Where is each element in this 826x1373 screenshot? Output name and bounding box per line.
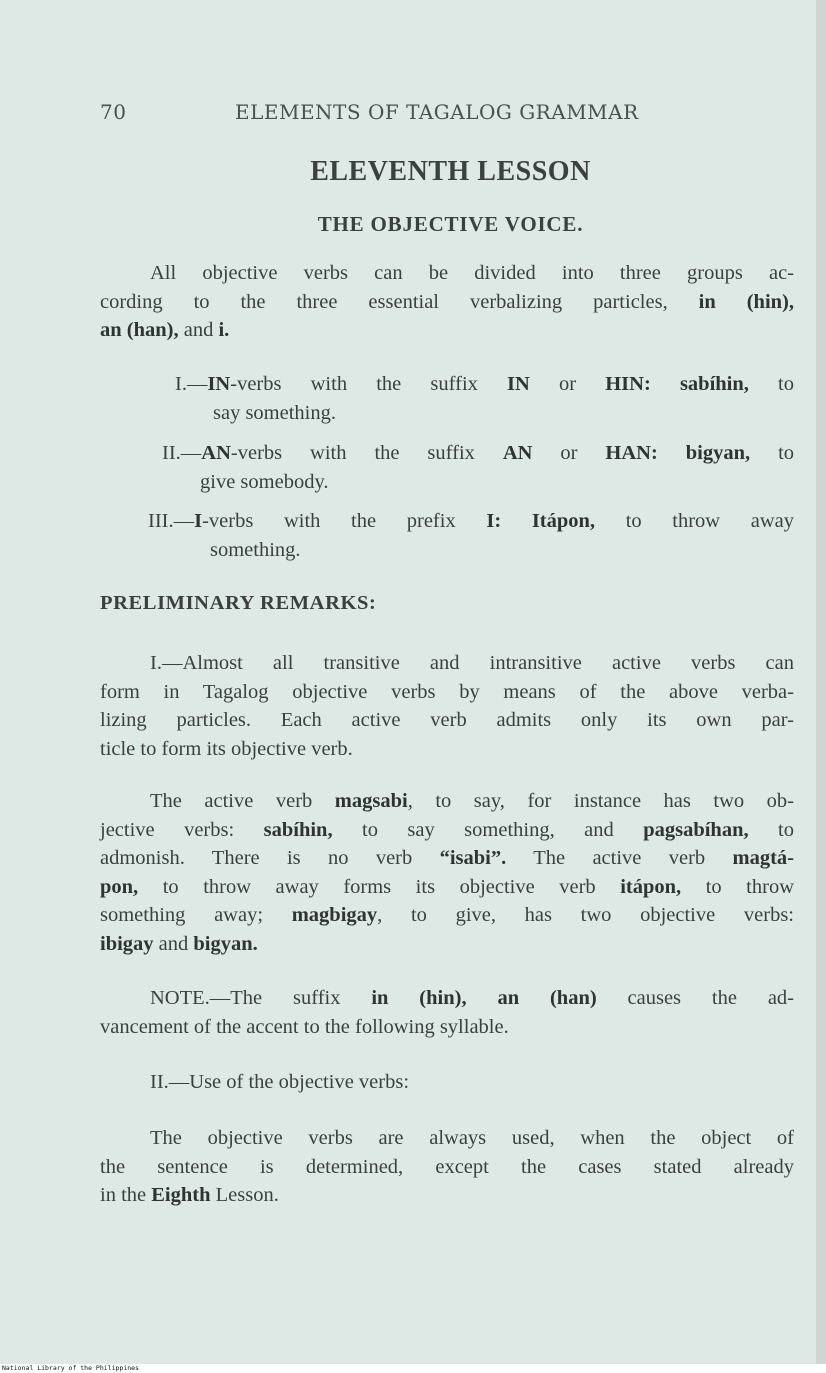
bold-term: bigyan, [685, 442, 751, 464]
text: -verbs with the suffix [230, 442, 503, 464]
intro-line [100, 288, 794, 317]
text: something away; [100, 904, 292, 927]
text: , to say, for instance has two ob- [407, 790, 794, 812]
bold-term: in (hin), an (han) [371, 987, 597, 1009]
example-line [100, 873, 794, 902]
section-title: THE OBJECTIVE VOICE. [317, 212, 584, 236]
text: -verbs with the suffix [230, 373, 508, 395]
bold-term: I: [486, 510, 502, 532]
text: or [532, 442, 606, 464]
bold-term: ibigay [100, 932, 154, 955]
bold-term: magsabi [334, 790, 408, 812]
text: The active verb [506, 847, 733, 870]
group-line: something. [210, 538, 301, 561]
text: causes the ad- [596, 987, 794, 1009]
text [501, 510, 532, 532]
lesson-title: ELEVENTH LESSON [310, 156, 591, 187]
page-number: 70 [100, 100, 127, 124]
group-number: III.— [148, 510, 195, 532]
bold-term: “isabi”. [439, 847, 507, 870]
bold-term: magtá- [732, 847, 794, 870]
note-line: vancement of the accent to the following syllable. [100, 1015, 509, 1038]
remark-1-paragraph [100, 649, 794, 763]
text: to [748, 818, 794, 841]
group-item-2 [162, 439, 794, 496]
bold-term: Eighth [151, 1184, 211, 1207]
text: or [529, 373, 606, 395]
text: -verbs with the prefix [202, 510, 487, 532]
example-line [100, 844, 794, 873]
bold-term: IN [207, 373, 231, 395]
bold-term: HAN: [605, 442, 658, 464]
bold-term: bigyan. [193, 932, 258, 955]
text [651, 373, 680, 395]
group-number: II.— [162, 442, 202, 464]
bold-term: pon, [100, 875, 139, 898]
bold-term: itápon, [620, 875, 682, 898]
bold-term: AN [201, 442, 231, 464]
group-line [148, 507, 794, 536]
text: and [153, 932, 194, 955]
text: NOTE.—The suffix [150, 987, 372, 1009]
bold-term: Itápon, [531, 510, 596, 532]
group-item-3 [148, 507, 794, 564]
group-line: give somebody. [200, 470, 329, 493]
example-line [100, 930, 794, 959]
group-number: I.— [175, 373, 208, 395]
text: to throw away forms its objective verb [138, 875, 621, 898]
bold-term: magbigay [291, 904, 378, 927]
running-title: ELEMENTS OF TAGALOG GRAMMAR [235, 100, 639, 124]
bold-term: pagsabíhan, [643, 818, 749, 841]
remark-line: lizing particles. Each active verb admits only its own par- [100, 709, 794, 732]
text: to throw [681, 875, 795, 898]
group-item-1 [175, 370, 794, 427]
text: to [750, 442, 795, 464]
example-line [100, 787, 794, 816]
note-paragraph [100, 984, 794, 1041]
text: in the [100, 1184, 152, 1207]
intro-text: and [183, 319, 214, 342]
library-credit: National Library of the Philippines [2, 1364, 139, 1372]
text: to say something, and [332, 818, 644, 841]
bold-term: sabíhin, [263, 818, 333, 841]
remark-line: ticle to form its objective verb. [100, 737, 353, 760]
text: admonish. There is no verb [100, 847, 440, 870]
intro-bold: an (han), [100, 319, 179, 342]
text: , to give, has two objective verbs: [377, 904, 794, 927]
remark-2-paragraph [100, 1068, 794, 1097]
usage-line: The objective verbs are always used, when the object of [150, 1127, 794, 1149]
text: The active verb [150, 790, 335, 812]
text [658, 442, 686, 464]
example-line [100, 816, 794, 845]
page-edge [816, 0, 826, 1364]
bold-term: IN [507, 373, 530, 395]
remark-line: I.—Almost all transitive and intransitive active verbs can [150, 652, 794, 674]
intro-line: All objective verbs can be divided into three groups ac- [150, 262, 794, 284]
usage-line [100, 1181, 794, 1210]
group-line [162, 439, 794, 468]
text: jective verbs: [100, 818, 264, 841]
usage-line: the sentence is determined, except the cases stated already [100, 1155, 794, 1178]
intro-paragraph [100, 259, 794, 345]
bold-term: sabíhin, [679, 373, 749, 395]
text: Lesson. [210, 1184, 279, 1207]
intro-bold: in (hin), [698, 290, 795, 313]
intro-text: cording to the three essential verbalizing particles, [100, 290, 668, 313]
remark-line: II.—Use of the objective verbs: [150, 1071, 410, 1093]
text: to [748, 373, 795, 395]
bold-term: HIN: [605, 373, 651, 395]
remark-line: form in Tagalog objective verbs by means of the above verba- [100, 680, 794, 703]
preliminary-heading: PRELIMINARY REMARKS: [100, 592, 377, 614]
intro-bold: i. [218, 319, 230, 342]
group-line [175, 370, 794, 399]
note-line [100, 984, 794, 1013]
intro-line [100, 316, 794, 345]
bold-term: AN [502, 442, 533, 464]
example-paragraph [100, 787, 794, 959]
example-line [100, 901, 794, 930]
group-line: say something. [213, 401, 336, 424]
text: to throw away [595, 510, 795, 532]
bold-term: I [194, 510, 203, 532]
usage-paragraph [100, 1124, 794, 1210]
